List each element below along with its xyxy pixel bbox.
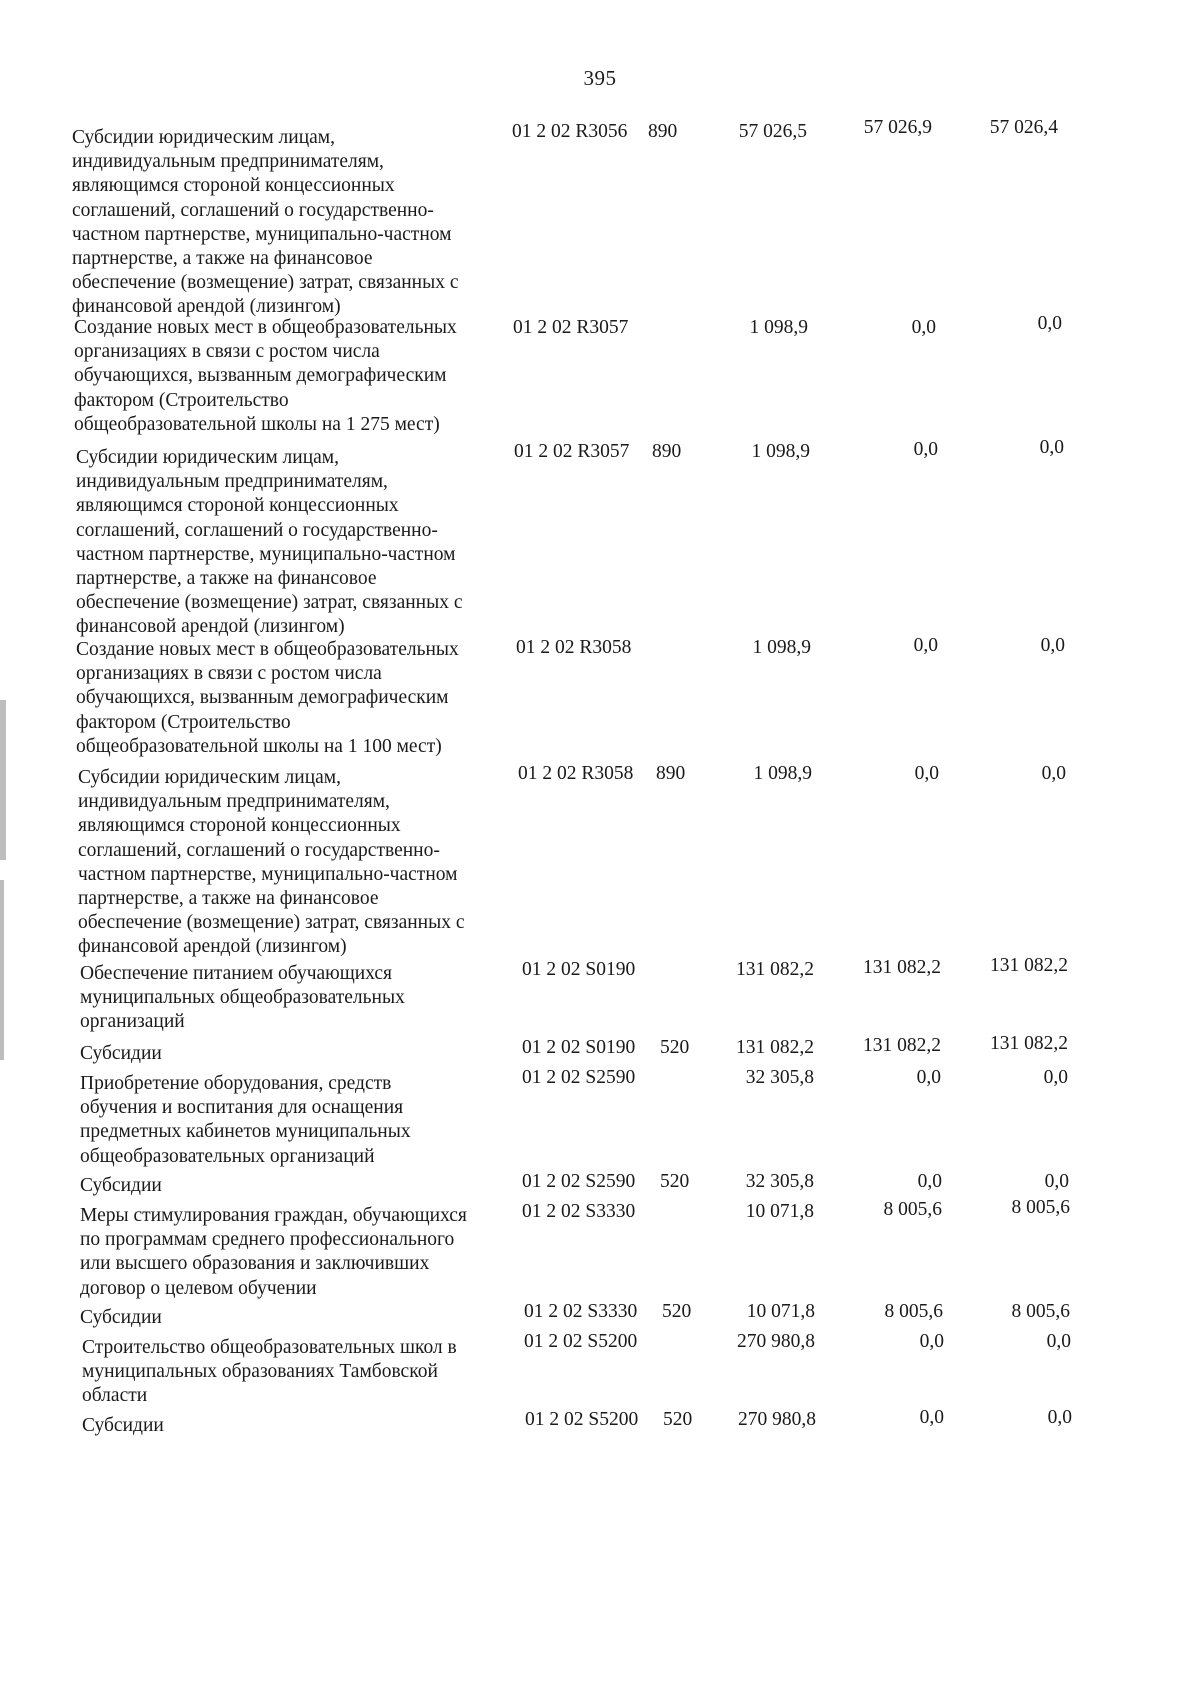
row-value-1: 57 026,5 xyxy=(738,121,807,142)
row-code: 01 2 02 R3056 xyxy=(512,121,628,142)
row-code: 01 2 02 R3057 xyxy=(513,317,629,338)
row-value-1: 1 098,9 xyxy=(751,441,810,462)
row-value-3: 0,0 xyxy=(1039,437,1064,458)
row-value-3: 0,0 xyxy=(1046,1331,1071,1352)
row-description: Субсидии юридическим лицам, индивидуальным предпринимателям, являющимся стороной концессионных соглашений, соглашений о государственно- частном партнерстве, муниципально-частном партнерстве, а также на финансовое обеспечение (возмещение) затрат, связанных с финансовой арендой (лизингом) xyxy=(76,447,463,638)
row-code: 01 2 02 S0190 xyxy=(522,959,636,980)
row-value-2: 0,0 xyxy=(919,1331,944,1352)
row-description: Субсидии юридическим лицам, индивидуальным предпринимателям, являющимся стороной концессионных соглашений, соглашений о государственно- частном партнерстве, муниципально-частном партнерстве, а также на финансовое обеспечение (возмещение) затрат, связанных с финансовой арендой (лизингом) xyxy=(78,767,465,958)
row-description: Обеспечение питанием обучающихся муниципальных общеобразовательных организаций xyxy=(80,963,405,1033)
row-type: 520 xyxy=(662,1301,692,1322)
row-description: Субсидии xyxy=(82,1415,164,1436)
row-value-1: 1 098,9 xyxy=(752,637,811,658)
row-value-1: 131 082,2 xyxy=(736,1037,814,1058)
row-type: 520 xyxy=(660,1171,690,1192)
row-value-2: 0,0 xyxy=(916,1067,941,1088)
row-value-2: 131 082,2 xyxy=(863,1035,941,1056)
row-description: Создание новых мест в общеобразовательных организациях в связи с ростом числа обучающихся, вызванным демографическим фактором (Строительство общеобразовательной школы на 1 100 мест) xyxy=(76,639,459,757)
row-type: 890 xyxy=(656,763,686,784)
row-value-2: 0,0 xyxy=(914,763,939,784)
row-value-3: 57 026,4 xyxy=(989,117,1058,138)
row-value-1: 1 098,9 xyxy=(753,763,812,784)
row-value-1: 10 071,8 xyxy=(746,1301,815,1322)
row-value-3: 131 082,2 xyxy=(990,955,1068,976)
row-value-2: 0,0 xyxy=(911,317,936,338)
row-description: Строительство общеобразовательных школ в муниципальных образованиях Тамбовской области xyxy=(82,1337,457,1407)
row-value-1: 270 980,8 xyxy=(737,1331,815,1352)
row-value-2: 0,0 xyxy=(913,439,938,460)
row-description: Создание новых мест в общеобразовательных организациях в связи с ростом числа обучающихся, вызванным демографическим фактором (Строительство общеобразовательной школы на 1 275 мест) xyxy=(74,317,457,435)
row-value-2: 0,0 xyxy=(917,1171,942,1192)
row-value-3: 0,0 xyxy=(1041,763,1066,784)
row-value-1: 131 082,2 xyxy=(736,959,814,980)
row-value-2: 57 026,9 xyxy=(863,117,932,138)
row-value-1: 270 980,8 xyxy=(738,1409,816,1430)
row-value-3: 131 082,2 xyxy=(990,1033,1068,1054)
row-value-3: 0,0 xyxy=(1047,1407,1072,1428)
row-value-2: 8 005,6 xyxy=(884,1301,943,1322)
row-value-2: 0,0 xyxy=(913,635,938,656)
row-code: 01 2 02 R3057 xyxy=(514,441,630,462)
page-number: 395 xyxy=(583,66,617,90)
row-value-3: 0,0 xyxy=(1040,635,1065,656)
row-value-1: 10 071,8 xyxy=(745,1201,814,1222)
row-code: 01 2 02 S3330 xyxy=(524,1301,638,1322)
row-value-1: 1 098,9 xyxy=(749,317,808,338)
row-value-1: 32 305,8 xyxy=(745,1067,814,1088)
row-type: 890 xyxy=(648,121,678,142)
row-value-3: 0,0 xyxy=(1044,1171,1069,1192)
row-code: 01 2 02 S5200 xyxy=(525,1409,639,1430)
row-type: 520 xyxy=(660,1037,690,1058)
row-code: 01 2 02 S2590 xyxy=(522,1067,636,1088)
row-code: 01 2 02 S0190 xyxy=(522,1037,636,1058)
row-value-3: 0,0 xyxy=(1043,1067,1068,1088)
row-type: 890 xyxy=(652,441,682,462)
row-value-1: 32 305,8 xyxy=(745,1171,814,1192)
row-code: 01 2 02 R3058 xyxy=(516,637,632,658)
row-description: Приобретение оборудования, средств обучения и воспитания для оснащения предметных кабинетов муниципальных общеобразовательных организаций xyxy=(80,1073,411,1167)
row-description: Субсидии xyxy=(80,1175,162,1196)
row-description: Субсидии xyxy=(80,1043,162,1064)
row-type: 520 xyxy=(663,1409,693,1430)
row-value-2: 0,0 xyxy=(919,1407,944,1428)
row-value-3: 0,0 xyxy=(1037,313,1062,334)
row-value-3: 8 005,6 xyxy=(1011,1197,1070,1218)
row-value-2: 131 082,2 xyxy=(863,957,941,978)
row-code: 01 2 02 S2590 xyxy=(522,1171,636,1192)
row-code: 01 2 02 R3058 xyxy=(518,763,634,784)
row-value-3: 8 005,6 xyxy=(1011,1301,1070,1322)
row-code: 01 2 02 S5200 xyxy=(524,1331,638,1352)
row-description: Меры стимулирования граждан, обучающихся по программам среднего профессионального или высшего образования и заключивших договор о целевом обучении xyxy=(80,1205,467,1299)
row-description: Субсидии юридическим лицам, индивидуальным предпринимателям, являющимся стороной концессионных соглашений, соглашений о государственно- частном партнерстве, муниципально-частном партнерстве, а также на финансовое обеспечение (возмещение) затрат, связанных с финансовой арендой (лизингом) xyxy=(72,127,459,318)
row-value-2: 8 005,6 xyxy=(883,1199,942,1220)
row-description: Субсидии xyxy=(80,1307,162,1328)
row-code: 01 2 02 S3330 xyxy=(522,1201,636,1222)
